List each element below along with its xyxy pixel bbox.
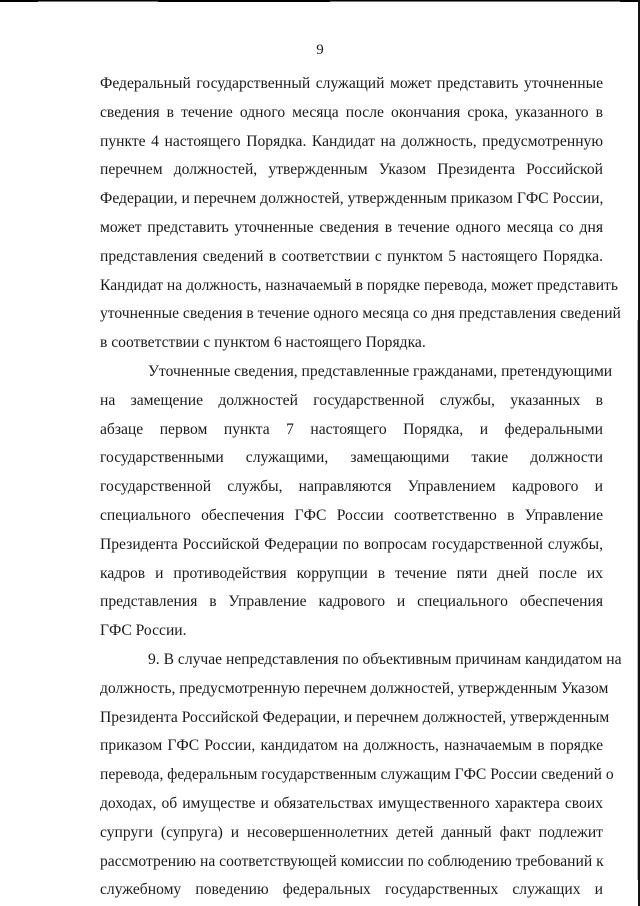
text-line: государственной службы, направляются Управлением кадрового и (100, 478, 603, 496)
text-line: пункте 4 настоящего Порядка. Кандидат на должность, предусмотренную (100, 132, 603, 150)
text-line: супруги (супруга) и несовершеннолетних детей данный факт подлежит (100, 823, 603, 841)
text-line: сведения в течение одного месяца после окончания срока, указанного в (100, 103, 603, 121)
text-line: должность, предусмотренную перечнем должностей, утвержденным Указом (100, 679, 609, 697)
text-line: государственными служащими, замещающими такие должности (100, 449, 603, 467)
text-line: специального обеспечения ГФС России соответственно в Управление (100, 506, 603, 524)
scan-artifact (38, 1, 158, 2)
text-line: в соответствии с пунктом 6 настоящего Порядка. (100, 334, 426, 352)
text-line: доходах, об имуществе и обязательствах имущественного характера своих (100, 794, 603, 812)
text-line: Президента Российской Федерации, и перечнем должностей, утвержденным (100, 708, 610, 726)
scan-artifact (637, 320, 638, 880)
text-line: представления сведений в соответствии с пунктом 5 настоящего Порядка. (100, 247, 603, 265)
text-line: уточненные сведения в течение одного месяца со дня представления сведений (100, 305, 621, 323)
text-line: Президента Российской Федерации по вопросам государственной службы, (100, 535, 603, 553)
text-line: Кандидат на должность, назначаемый в порядке перевода, может представить (100, 276, 618, 294)
paragraph-2 (100, 358, 613, 646)
document-body (100, 70, 622, 905)
text-line: служебному поведению федеральных государственных служащих и (100, 881, 603, 899)
text-line: рассмотрению на соответствующей комиссии по соблюдению требований к (100, 852, 604, 870)
scan-artifact (330, 1, 620, 2)
text-line: может представить уточненные сведения в течение одного месяца со дня (100, 218, 603, 236)
text-line: Федеральный государственный служащий может представить уточненные (100, 75, 603, 92)
text-line: 9. В случае непредставления по объективным причинам кандидатом на (148, 650, 622, 668)
text-line: приказом ГФС России, кандидатом на должность, назначаемым в порядке (100, 737, 603, 755)
paragraph-3 (100, 646, 622, 905)
text-line: Федерации, и перечнем должностей, утвержденным приказом ГФС России, (100, 190, 604, 208)
text-line: кадров и противодействия коррупции в течение пяти дней после их (100, 564, 603, 582)
paragraph-1 (100, 70, 621, 358)
page-number: 9 (316, 42, 324, 58)
text-line: на замещение должностей государственной службы, указанных в (100, 391, 603, 409)
text-line: перечнем должностей, утвержденным Указом Президента Российской (100, 161, 603, 179)
text-line: представления в Управление кадрового и специального обеспечения (100, 593, 603, 611)
text-line: абзаце первом пункта 7 настоящего Порядка, и федеральными (100, 420, 603, 438)
text-line: перевода, федеральным государственным служащим ГФС России сведений о (100, 766, 614, 784)
text-line: Уточненные сведения, представленные гражданами, претендующими (148, 362, 613, 380)
text-line: ГФС России. (100, 622, 187, 640)
